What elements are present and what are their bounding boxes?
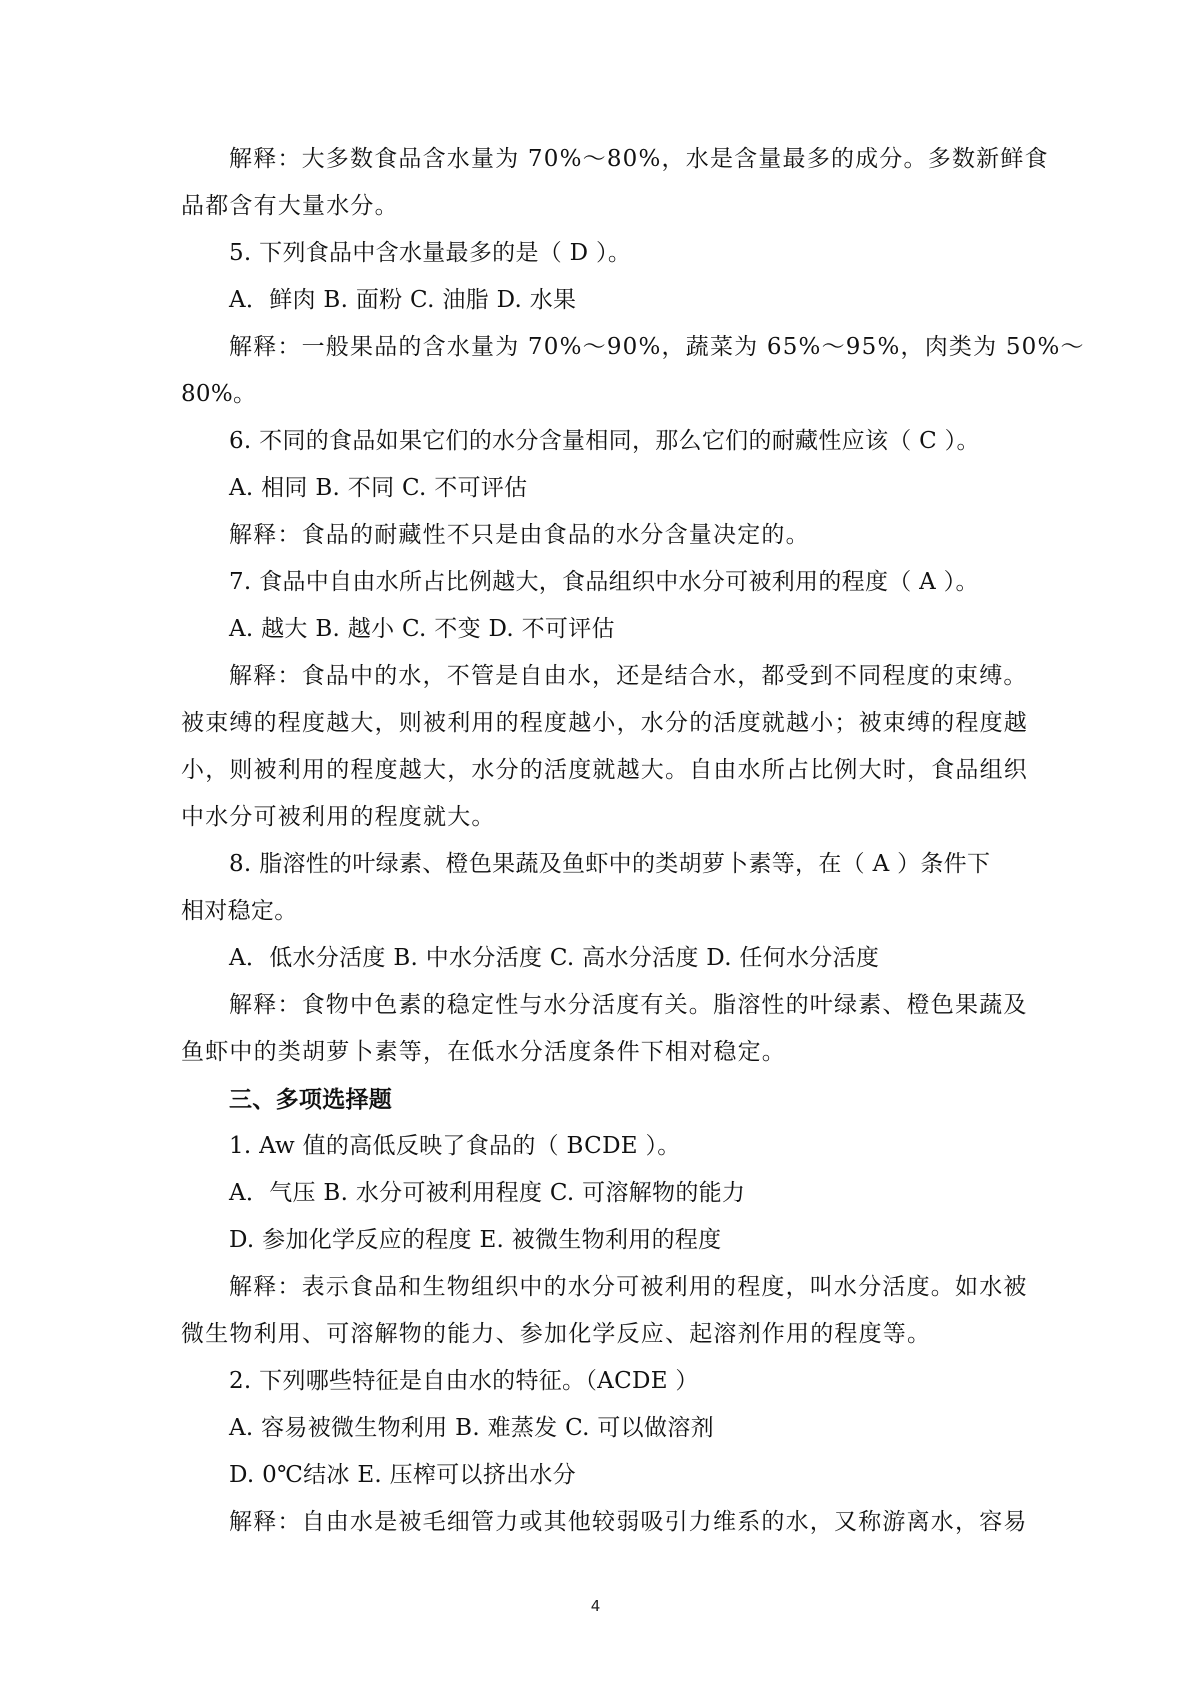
explanation-line: 小，则被利用的程度越大，水分的活度就越大。自由水所占比例大时，食品组织 xyxy=(181,757,1028,783)
options-5: A．鲜肉 B. 面粉 C. 油脂 D. 水果 xyxy=(229,287,577,313)
page-number: 4 xyxy=(590,1597,601,1615)
multi-options-2b: D. 0℃结冰 E. 压榨可以挤出水分 xyxy=(229,1462,577,1488)
explanation-line: 解释：食品中的水，不管是自由水，还是结合水，都受到不同程度的束缚。 xyxy=(229,663,1028,689)
multi-options-1b: D. 参加化学反应的程度 E. 被微生物利用的程度 xyxy=(229,1227,722,1253)
multi-options-2a: A. 容易被微生物利用 B. 难蒸发 C. 可以做溶剂 xyxy=(229,1415,714,1441)
explanation-line: 鱼虾中的类胡萝卜素等，在低水分活度条件下相对稳定。 xyxy=(181,1039,786,1065)
explanation-line: 微生物利用、可溶解物的能力、参加化学反应、起溶剂作用的程度等。 xyxy=(181,1321,932,1347)
explanation-line: 80%。 xyxy=(181,381,257,407)
question-5: 5. 下列食品中含水量最多的是（ D ）。 xyxy=(229,240,632,266)
explanation-line: 中水分可被利用的程度就大。 xyxy=(181,804,496,830)
page-content xyxy=(181,136,1085,1546)
question-8-continued: 相对稳定。 xyxy=(181,898,298,924)
explanation-line: 解释：一般果品的含水量为 70%～90%，蔬菜为 65%～95%，肉类为 50%～ xyxy=(229,334,1085,360)
options-8: A．低水分活度 B. 中水分活度 C. 高水分活度 D. 任何水分活度 xyxy=(229,945,880,971)
explanation-line: 解释：食品的耐藏性不只是由食品的水分含量决定的。 xyxy=(229,522,810,548)
multi-question-2: 2. 下列哪些特征是自由水的特征。（ACDE ） xyxy=(229,1368,699,1394)
section-heading: 三、多项选择题 xyxy=(229,1086,393,1113)
options-6: A. 相同 B. 不同 C. 不可评估 xyxy=(229,475,528,501)
explanation-line: 解释：大多数食品含水量为 70%～80%，水是含量最多的成分。多数新鲜食 xyxy=(229,146,1049,172)
question-7: 7. 食品中自由水所占比例越大，食品组织中水分可被利用的程度（ A ）。 xyxy=(229,569,979,595)
multi-question-1: 1. Aw 值的高低反映了食品的（ BCDE ）。 xyxy=(229,1133,681,1159)
question-6: 6. 不同的食品如果它们的水分含量相同，那么它们的耐藏性应该（ C ）。 xyxy=(229,428,980,454)
options-7: A. 越大 B. 越小 C. 不变 D. 不可评估 xyxy=(229,616,615,642)
explanation-line: 解释：表示食品和生物组织中的水分可被利用的程度，叫水分活度。如水被 xyxy=(229,1274,1028,1300)
explanation-line: 品都含有大量水分。 xyxy=(181,193,399,219)
multi-options-1a: A．气压 B. 水分可被利用程度 C. 可溶解物的能力 xyxy=(229,1180,746,1206)
explanation-line: 解释：食物中色素的稳定性与水分活度有关。脂溶性的叶绿素、橙色果蔬及 xyxy=(229,992,1028,1018)
explanation-line: 被束缚的程度越大，则被利用的程度越小，水分的活度就越小；被束缚的程度越 xyxy=(181,710,1028,736)
explanation-line: 解释：自由水是被毛细管力或其他较弱吸引力维系的水，又称游离水，容易 xyxy=(229,1509,1028,1535)
question-8: 8. 脂溶性的叶绿素、橙色果蔬及鱼虾中的类胡萝卜素等，在（ A ）条件下 xyxy=(229,851,991,877)
